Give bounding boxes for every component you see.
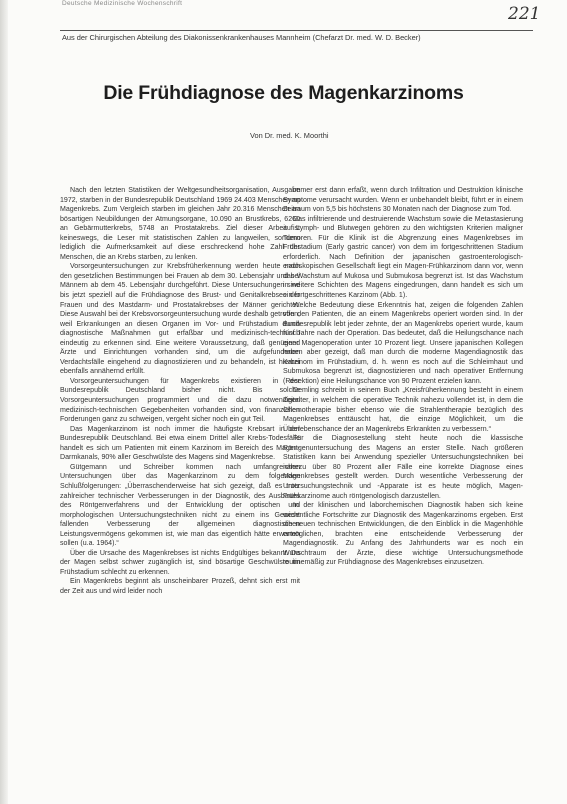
article-title: Die Frühdiagnose des Magenkarzinoms	[103, 82, 464, 104]
paragraph: Nach den letzten Statistiken der Weltgesundheitsorganisation, Ausgabe 1972, starben in der Bundesrepublik Deutschland 1969 24.403 Menschen an Magenkrebs. Zum Vergleich starben im gleichen Jahr 20.316 Menschen an bösartigen Neubildungen der Atmungsorgane, 10.090 an Brustkrebs, 6260 an Gebärmutterkrebs, 5748 an Prostatakrebs. Ziel dieser Arbeit ist keineswegs, die Leser mit statistischen Zahlen zu langweilen, sondern lediglich die Aufmerksamkeit auf diese erschreckend hohe Zahl der Menschen, die an Krebs starben, zu lenken.	[60, 187, 300, 261]
paragraph: Über die Ursache des Magenkrebses ist nichts Endgültiges bekannt. Da der Magen selbst schwer zugänglich ist, sind bösartige Geschwülste im Frühstadium schlecht zu erkennen.	[60, 549, 300, 576]
journal-stamp: Deutsche Medizinische Wochenschrift	[62, 0, 183, 7]
paragraph: immer erst dann erfaßt, wenn durch Infiltration und Destruktion klinische Symptome verursacht wurden. Wenn er unbehandelt bleibt, führt er in einem Zeitraum von 5,5 bis höchstens 30 Monaten nach der Diagnose zum Tod.	[283, 187, 523, 214]
header-rule	[60, 30, 533, 31]
paragraph: Vorsorgeuntersuchungen für Magenkrebs existieren in der Bundesrepublik Deutschland bisher nicht. Bis solche Vorsorgeuntersuchungen programmiert und die dazu notwendigen medizinisch-technischen Gegebenheiten vorhanden sind, von finanziellen Forderungen ganz zu schweigen, vergeht sicher noch ein gut Teil.	[60, 377, 300, 424]
page-edge-shadow	[0, 0, 8, 804]
article-author: Von Dr. med. K. Moorthi	[250, 131, 329, 140]
paragraph: Gütgemann und Schreiber kommen nach umfangreichen Untersuchungen über das Magenkarzinom zu dem folgenden Schlußfolgerungen: „Überraschenderweise hat sich gezeigt, daß es trotz zahlreicher technischer Verbesserungen in der Diagnostik, des Ausbaues des Röntgenverfahrens und der Entwicklung der optischen und morphologischen Untersuchungstechniken nicht zu einem ins Gewicht fallenden Verbesserung der allgemeinen diagnostischen Leistungsvermögens gekommen ist, wie man das eigentlich hätte erwarten sollen (u.a. 1964).“	[60, 463, 300, 548]
text-column-left	[60, 186, 300, 597]
paragraph: Demling schreibt in seinem Buch „Kreisfrüherkennung besteht in einem Zeitalter, in welchem die operative Technik nahezu vollendet ist, in dem die Chemotherapie bisher ebenso wie die Strahlentherapie bezüglich des Magenkrebses enttäuscht hat, die einzige Möglichkeit, um die Überlebenschance der an Magenkrebs Erkrankten zu verbessern.“	[283, 387, 523, 433]
affiliation-line: Aus der Chirurgischen Abteilung des Diakonissenkrankenhauses Mannheim (Chefarzt Dr. med. W. D. Becker)	[62, 33, 421, 42]
paragraph: Das infiltrierende und destruierende Wachstum sowie die Metastasierung auf Lymph- und Blutwegen gehören zu den wichtigsten Kriterien maligner Tumoren. Für die Klinik ist die Abgrenzung eines Magenkrebses im Frühstadium (Early gastric cancer) von dem im fortgeschrittenen Stadium erforderlich. Nach Definition der japanischen gastroenterologisch-endoskopischen Gesellschaft liegt ein Magen-Frühkarzinom dann vor, wenn das Wachstum auf Mukosa und Submukosa begrenzt ist. Ist das Wachstum in weitere Schichten des Magens eingedrungen, dann handelt es sich um ein fortgeschrittenes Karzinom (Abb. 1).	[283, 215, 523, 300]
paragraph: Für die Diagnosestellung steht heute noch die klassische Röntgenuntersuchung des Magens an erster Stelle. Nach größeren Statistiken kann bei Anwendung spezieller Untersuchungstechniken bei nahezu über 80 Prozent aller Fälle eine korrekte Diagnose eines Magenkrebses gestellt werden. Durch wesentliche Verbesserung der Untersuchungstechnik und -Apparate ist es heute möglich, Magen-Frühkarzinome auch röntgenologisch darzustellen.	[283, 435, 523, 500]
text-column-right	[283, 186, 523, 568]
paragraph: Welche Bedeutung diese Erkenntnis hat, zeigen die folgenden Zahlen von den Patienten, die an einem Magenkrebs operiert worden sind. In der Bundesrepublik lebt jeder zehnte, der an Magenkrebs operiert wurde, kaum fünf Jahre nach der Operation. Das bedeutet, daß die Heilungschance nach einer Magenoperation unter 10 Prozent liegt. Unsere japanischen Kollegen haben aber gezeigt, daß man durch die moderne Magendiagnostik das Karzinom im Frühstadium, d. h. wenn es noch auf die Schleimhaut und Submukosa begrenzt ist, diagnostizieren und nach operativer Entfernung (Resektion) eine Heilungschance von 90 Prozent erzielen kann.	[283, 301, 523, 385]
paragraph: Ein Magenkrebs beginnt als unscheinbarer Prozeß, dehnt sich erst mit der Zeit aus und wird leider noch	[60, 578, 300, 595]
paragraph: Das Magenkarzinom ist noch immer die häufigste Krebsart in der Bundesrepublik Deutschland. Bei etwa einem Drittel aller Krebs-Todesfälle handelt es sich um Patienten mit einem Karzinom im Bereich des Magen-Darmkanals, 90% aller Geschwülste des Magens sind Magenkrebse.	[60, 425, 300, 462]
paragraph: Vorsorgeuntersuchungen zur Krebsfrüherkennung werden heute nach den gesetzlichen Bestimmungen bei Frauen ab dem 30. Lebensjahr und bei Männern ab dem 45. Lebensjahr durchgeführt. Diese Untersuchungen sind bis jetzt speziell auf die Frühdiagnose des Brust- und Genitalkrebses der Frauen und des Mastdarm- und Prostatakrebses der Männer gerichtet. Diese Auswahl bei der Krebsvorsorgeuntersuchung wurde deshalb getroffen, weil Erkrankungen an diesen Organen im Vor- und Frühstadium durch diagnostische Maßnahmen gut erfaßbar und medizinisch-technisch eindeutig zu erkennen sind. Eine weitere Voraussetzung, daß genügend Ärzte und Einrichtungen vorhanden sind, um die aufgefundenen Verdachtsfälle eingehend zu diagnostizieren und zu behandeln, ist hierbei ebenfalls annähernd erfüllt.	[60, 263, 300, 376]
handwritten-page-number: 221	[508, 4, 541, 24]
paragraph: In der klinischen und laborchemischen Diagnostik haben sich keine wesentliche Fortschritte zur Diagnostik des Magenkarzinoms ergeben. Erst die neuen technischen Entwicklungen, die den Einblick in die Magenhöhle ermöglichen, brachten eine entscheidende Verbesserung der Magendiagnostik. Zu Anfang des Jahrhunderts war es noch ein Wunschtraum der Ärzte, diese wichtige Untersuchungsmethode routinemäßig zur Frühdiagnose des Magenkrebses einzusetzen.	[283, 502, 523, 567]
